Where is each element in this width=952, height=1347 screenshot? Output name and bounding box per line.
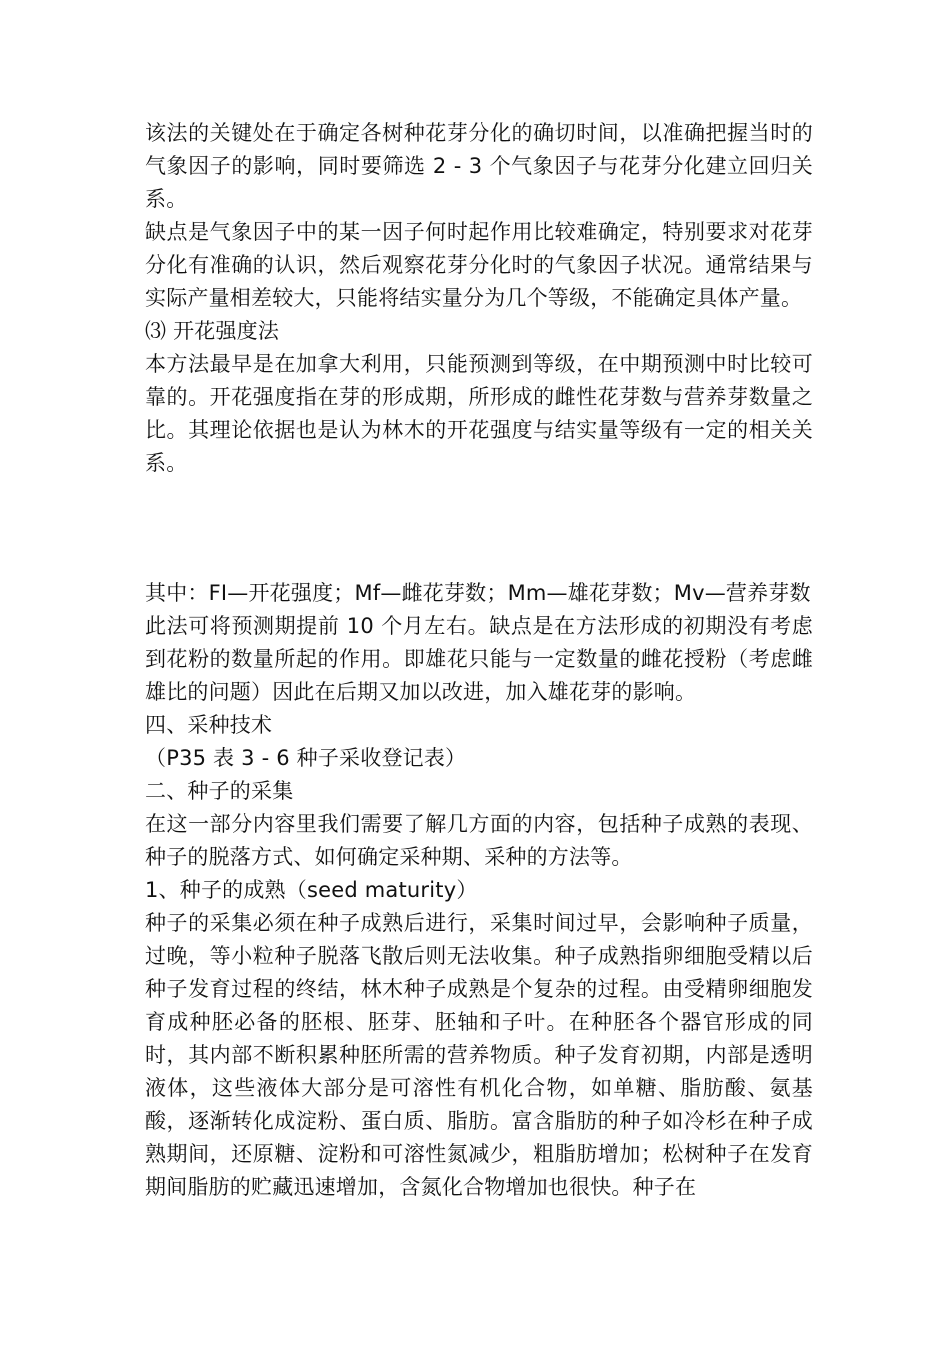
paragraph-method-note: 此法可将预测期提前 10 个月左右。缺点是在方法形成的初期没有考虑到花粉的数量所起的作用。即雄花只能与一定数量的雌花授粉（考虑雌雄比的问题）因此在后期又加以改进，加入雄花芽的影响。: [145, 614, 813, 704]
text-block-bottom: [145, 577, 813, 1204]
section-heading-seed-maturity: 1、种子的成熟（seed maturity）: [145, 878, 478, 902]
section-heading-flowering-intensity: ⑶ 开花强度法: [145, 319, 280, 343]
text-block-top: [145, 117, 813, 480]
section-heading-seed-collection: 二、种子的采集: [145, 779, 294, 803]
paragraph-legend: 其中：FI—开花强度；Mf—雌花芽数；Mm—雄花芽数；Mv—营养芽数: [145, 581, 811, 605]
paragraph-seed-maturity: 种子的采集必须在种子成熟后进行，采集时间过早，会影响种子质量，过晚，等小粒种子脱落飞散后则无法收集。种子成熟指卵细胞受精以后种子发育过程的终结，林木种子成熟是个复杂的过程。由受精卵细胞发育成种胚必备的胚根、胚芽、胚轴和子叶。在种胚各个器官形成的同时，其内部不断积累种胚所需的营养物质。种子发育初期，内部是透明液体，这些液体大部分是可溶性有机化合物，如单糖、脂肪酸、氨基酸，逐渐转化成淀粉、蛋白质、脂肪。富含脂肪的种子如冷杉在种子成熟期间，还原糖、淀粉和可溶性氮减少，粗脂肪增加；松树种子在发育期间脂肪的贮藏迅速增加，含氮化合物增加也很快。种子在: [145, 911, 813, 1199]
table-reference: （P35 表 3 - 6 种子采收登记表）: [145, 746, 467, 770]
paragraph-drawback: 缺点是气象因子中的某一因子何时起作用比较难确定，特别要求对花芽分化有准确的认识，然后观察花芽分化时的气象因子状况。通常结果与实际产量相差较大，只能将结实量分为几个等级，不能确定具体产量。: [145, 220, 813, 310]
paragraph-intro: 在这一部分内容里我们需要了解几方面的内容，包括种子成熟的表现、种子的脱落方式、如何确定采种期、采种的方法等。: [145, 812, 813, 869]
paragraph-flowering-intensity: 本方法最早是在加拿大利用，只能预测到等级，在中期预测中时比较可靠的。开花强度指在芽的形成期，所形成的雌性花芽数与营养芽数量之比。其理论依据也是认为林木的开花强度与结实量等级有一定的相关关系。: [145, 352, 813, 475]
section-heading-seed-collection-technique: 四、采种技术: [145, 713, 273, 737]
paragraph-key-point: 该法的关键处在于确定各树种花芽分化的确切时间，以准确把握当时的气象因子的影响，同时要筛选 2 - 3 个气象因子与花芽分化建立回归关系。: [145, 121, 813, 211]
